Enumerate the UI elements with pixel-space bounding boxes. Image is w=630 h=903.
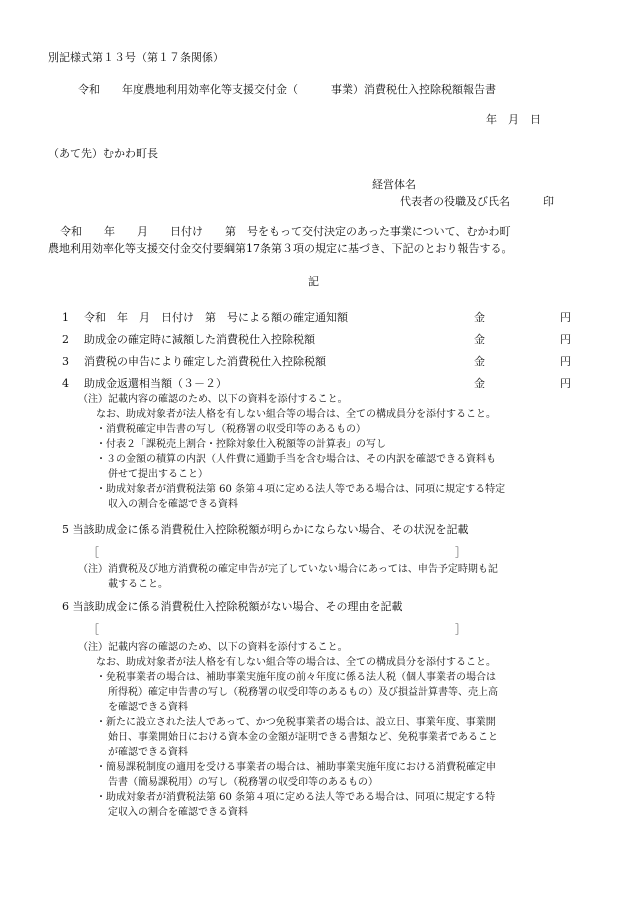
note-line: 収入の割合を確認できる資料 xyxy=(108,499,238,510)
note-line: （注）消費税及び地方消費税の確定申告が完了していない場合にあっては、申告予定時期も記 xyxy=(78,564,498,575)
section-6-heading: 6 当該助成金に係る消費税仕入控除税額がない場合、その理由を記載 xyxy=(62,600,403,613)
item-en: 円 xyxy=(560,355,571,368)
note-line: ・付表２「課税売上割合・控除対象仕入税額等の計算表」の写し xyxy=(96,439,386,450)
note-line: 定収入の割合を確認できる資料 xyxy=(108,807,248,818)
intro-line: 令和 年 月 日付け 第 号をもって交付決定のあった事業について、むかわ町 xyxy=(60,225,511,238)
section-5-note xyxy=(78,562,598,592)
note-line: 載すること。 xyxy=(108,579,168,590)
form-number: 別記様式第１３号（第１７条関係） xyxy=(48,51,224,64)
note-line: 所得税）確定申告書の写し（税務署の収受印等のあるもの）及び損益計算書等、売上高 xyxy=(108,687,498,698)
note-line: が確認できる資料 xyxy=(108,747,188,758)
item-kin: 金 xyxy=(474,355,485,368)
item-en: 円 xyxy=(560,333,571,346)
document-title: 令和 年度農地利用効率化等支援交付金（ 事業）消費税仕入控除税額報告書 xyxy=(78,83,496,96)
note-line: ・助成対象者が消費税法第 60 条第４項に定める法人等である場合は、同項に規定する特定 xyxy=(96,484,506,495)
note-line: なお、助成対象者が法人格を有しない組合等の場合は、全ての構成員分を添付すること。 xyxy=(96,409,496,420)
note-line: ・助成対象者が消費税法第 60 条第４項に定める法人等である場合は、同項に規定する特 xyxy=(96,792,496,803)
item-number: 2 xyxy=(62,333,69,346)
section-6-note xyxy=(78,640,598,820)
item4-note xyxy=(78,392,598,512)
item-text: 消費税の申告により確定した消費税仕入控除税額 xyxy=(84,355,326,368)
note-line: なお、助成対象者が法人格を有しない組合等の場合は、全ての構成員分を添付すること。 xyxy=(96,657,496,668)
note-line: 始日、事業開始日における資本金の金額が証明できる書類など、免税事業者であること xyxy=(108,732,498,743)
note-line: を確認できる資料 xyxy=(108,702,188,713)
bracket-close: ］ xyxy=(455,623,466,636)
note-line: （注）記載内容の確認のため、以下の資料を添付すること。 xyxy=(78,394,348,405)
note-line: ・消費税確定申告書の写し（税務署の収受印等のあるもの） xyxy=(96,424,366,435)
item-number: 3 xyxy=(62,355,69,368)
item-number: 4 xyxy=(62,377,69,390)
item-en: 円 xyxy=(560,377,571,390)
bracket-open: ［ xyxy=(88,623,99,636)
ki-heading: 記 xyxy=(308,275,319,288)
item-number: 1 xyxy=(62,311,69,324)
item-text: 令和 年 月 日付け 第 号による額の確定通知額 xyxy=(84,311,348,324)
note-line: ・新たに設立された法人であって、かつ免税事業者の場合は、設立日、事業年度、事業開 xyxy=(96,717,496,728)
org-name-label: 経営体名 xyxy=(372,178,416,191)
note-line: ・３の金額の積算の内訳（人件費に通勤手当を含む場合は、その内訳を確認できる資料も xyxy=(96,454,496,465)
item-kin: 金 xyxy=(474,377,485,390)
intro-paragraph xyxy=(48,224,588,257)
bracket-close: ］ xyxy=(455,546,466,559)
bracket-open: ［ xyxy=(88,546,99,559)
representative-label: 代表者の役職及び氏名 印 xyxy=(400,195,554,208)
note-line: ・免税事業者の場合は、補助事業実施年度の前々年度に係る法人税（個人事業者の場合は xyxy=(96,672,496,683)
note-line: ・簡易課税制度の適用を受ける事業者の場合は、補助事業実施年度における消費税確定申 xyxy=(96,762,496,773)
item-text: 助成金返還相当額（３－２） xyxy=(84,377,227,390)
section-5-heading: 5 当該助成金に係る消費税仕入控除税額が明らかにならない場合、その状況を記載 xyxy=(62,523,469,536)
addressee: （あて先）むかわ町長 xyxy=(48,147,158,160)
intro-line: 農地利用効率化等支援交付金交付要綱第17条第３項の規定に基づき、下記のとおり報告する。 xyxy=(48,241,513,255)
report-date: 年 月 日 xyxy=(486,113,541,126)
item-en: 円 xyxy=(560,311,571,324)
item-kin: 金 xyxy=(474,311,485,324)
item-kin: 金 xyxy=(474,333,485,346)
item-text: 助成金の確定時に減額した消費税仕入控除税額 xyxy=(84,333,315,346)
note-line: （注）記載内容の確認のため、以下の資料を添付すること。 xyxy=(78,642,348,653)
note-line: 告書（簡易課税用）の写し（税務署の収受印等のあるもの） xyxy=(108,777,378,788)
note-line: 併せて提出すること） xyxy=(108,469,208,480)
